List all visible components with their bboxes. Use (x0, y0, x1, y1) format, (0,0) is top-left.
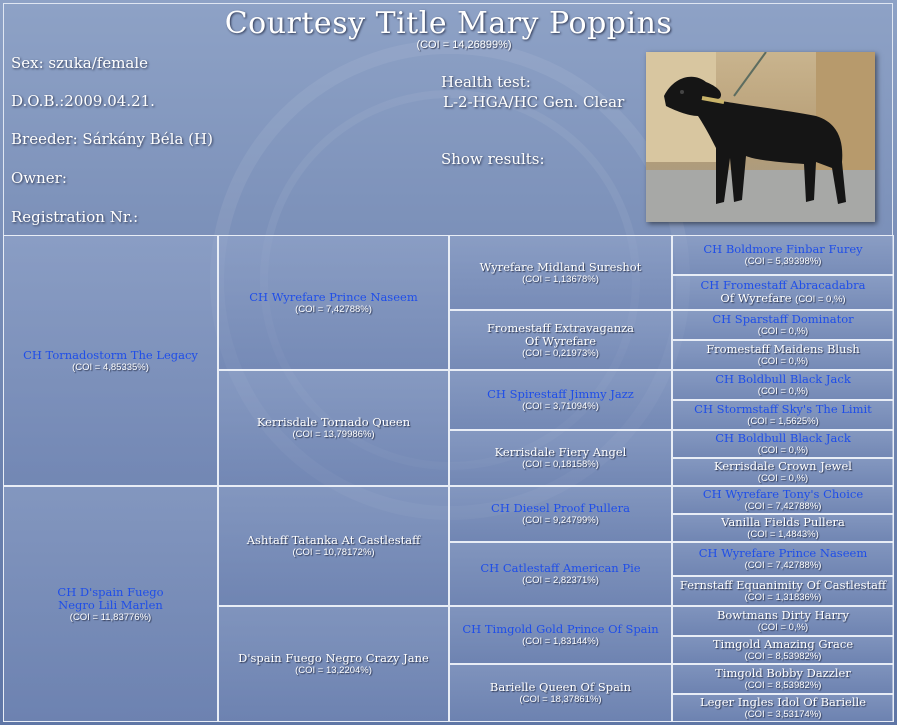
ancestor-coi: (COI = 0,18158%) (522, 459, 599, 470)
registration-field: Registration Nr.: (11, 208, 139, 226)
pedigree-gen4-cell (672, 664, 894, 694)
dog-coi: (COI = 14,26899%) (416, 39, 512, 51)
pedigree-gen4-cell (672, 458, 894, 486)
pedigree-gen1-cell (3, 235, 218, 486)
pedigree-gen3-cell (449, 310, 672, 370)
ancestor-link[interactable]: CH Boldmore Finbar Furey (703, 242, 863, 256)
ancestor-coi: (COI = 1,31836%) (744, 592, 822, 603)
ancestor-coi: (COI = 7,42788%) (295, 303, 372, 315)
ancestor-name: Vanilla Fields Pullera (721, 515, 845, 529)
page-title: Courtesy Title Mary Poppins (224, 6, 673, 41)
ancestor-coi: (COI = 1,83144%) (522, 636, 599, 647)
ancestor-name: Timgold Bobby Dazzler (715, 666, 851, 680)
ancestor-coi: (COI = 1,13678%) (522, 273, 599, 285)
ancestor-link[interactable]: CH Timgold Gold Prince Of Spain (462, 622, 659, 636)
ancestor-coi: (COI = 0,%) (757, 622, 809, 633)
ancestor-coi: (COI = 18,37861%) (519, 694, 602, 705)
ancestor-coi: (COI = 11,83776%) (69, 611, 152, 623)
ancestor-link[interactable]: CH Stormstaff Sky's The Limit (694, 402, 872, 416)
ancestor-link[interactable]: CH Wyrefare Prince Naseem (698, 546, 868, 560)
pedigree-gen3-cell (449, 606, 672, 664)
pedigree-gen2-cell (218, 486, 449, 606)
sex-field: Sex: szuka/female (11, 54, 149, 72)
pedigree-gen3-cell (449, 664, 672, 722)
pedigree-gen4-cell (672, 606, 894, 636)
ancestor-name: Bowtmans Dirty Harry (716, 608, 850, 622)
ancestor-coi: (COI = 1,4843%) (747, 529, 819, 540)
ancestor-name-cont (720, 292, 845, 306)
health-test-value: L-2-HGA/HC Gen. Clear (443, 93, 625, 111)
ancestor-name: Fromestaff Extravaganza Of Wyrefare (486, 320, 635, 348)
dob-field: D.O.B.:2009.04.21. (11, 92, 155, 110)
ancestor-link[interactable]: CH Sparstaff Dominator (712, 312, 854, 326)
ancestor-coi: (COI = 10,78172%) (292, 547, 375, 558)
pedigree-gen3-cell (449, 370, 672, 430)
pedigree-gen3-cell (449, 235, 672, 310)
ancestor-coi: (COI = 3,53174%) (744, 709, 822, 720)
pedigree-gen4-cell (672, 275, 894, 310)
ancestor-name: Kerrisdale Fiery Angel (494, 445, 627, 459)
pedigree-gen4-cell (672, 310, 894, 340)
pedigree-gen3-cell (449, 430, 672, 486)
pedigree-gen4-cell (672, 400, 894, 430)
dog-photo (646, 52, 875, 222)
ancestor-coi: (COI = 0,%) (757, 326, 809, 337)
ancestor-link[interactable]: CH Boldbull Black Jack (715, 431, 851, 445)
ancestor-name: Barielle Queen Of Spain (489, 680, 632, 694)
ancestor-link[interactable]: CH D'spain Fuego Negro Lili Marlen (57, 584, 164, 612)
ancestor-coi: (COI = 0,%) (757, 386, 809, 397)
health-test-label: Health test: (441, 73, 531, 91)
ancestor-link[interactable]: CH Boldbull Black Jack (715, 372, 851, 386)
pedigree-gen4-cell (672, 430, 894, 458)
ancestor-link[interactable]: CH Catlestaff American Pie (480, 561, 641, 575)
ancestor-coi: (COI = 0,%) (795, 294, 846, 305)
ancestor-coi: (COI = 9,24799%) (522, 515, 599, 526)
ancestor-name: Wyrefare Midland Sureshot (479, 259, 642, 274)
breeder-field: Breeder: Sárkány Béla (H) (11, 130, 213, 148)
ancestor-name: Kerrisdale Tornado Queen (256, 415, 411, 429)
pedigree-gen4-cell (672, 542, 894, 576)
pedigree-gen2-cell (218, 235, 449, 370)
ancestor-coi: (COI = 7,42788%) (744, 560, 822, 571)
ancestor-coi: (COI = 13,79986%) (292, 429, 375, 440)
pedigree-gen4-cell (672, 576, 894, 606)
show-results-label: Show results: (441, 150, 545, 168)
ancestor-coi: (COI = 4,85335%) (72, 361, 149, 373)
ancestor-coi: (COI = 0,%) (757, 356, 809, 367)
ancestor-link[interactable]: CH Diesel Proof Pullera (491, 501, 630, 515)
ancestor-name: Leger Ingles Idol Of Barielle (699, 695, 867, 709)
ancestor-link[interactable]: CH Wyrefare Prince Naseem (249, 289, 418, 304)
ancestor-coi: (COI = 13,2204%) (295, 665, 372, 676)
pedigree-gen4-cell (672, 694, 894, 722)
pedigree-gen3-cell (449, 542, 672, 606)
pedigree-gen2-cell (218, 606, 449, 722)
pedigree-gen3-cell (449, 486, 672, 542)
ancestor-name-suffix: Of Wyrefare (720, 291, 792, 305)
pedigree-gen2-cell (218, 370, 449, 486)
ancestor-name: Fernstaff Equanimity Of Castlestaff (679, 578, 887, 592)
ancestor-link[interactable]: CH Tornadostorm The Legacy (23, 347, 198, 362)
ancestor-name: Timgold Amazing Grace (712, 637, 854, 651)
ancestor-name: Fromestaff Maidens Blush (706, 342, 860, 356)
ancestor-name: Ashtaff Tatanka At Castlestaff (246, 533, 421, 547)
ancestor-name: Kerrisdale Crown Jewel (714, 459, 852, 473)
pedigree-gen4-cell (672, 514, 894, 542)
ancestor-coi: (COI = 0,%) (757, 473, 809, 484)
ancestor-coi: (COI = 0,21973%) (522, 347, 599, 359)
ancestor-name: D'spain Fuego Negro Crazy Jane (238, 651, 429, 665)
pedigree-gen1-cell (3, 486, 218, 722)
ancestor-coi: (COI = 1,5625%) (747, 416, 819, 427)
ancestor-link[interactable]: CH Fromestaff Abracadabra (700, 278, 866, 292)
ancestor-coi: (COI = 3,71094%) (522, 401, 599, 412)
ancestor-coi: (COI = 5,39398%) (744, 256, 822, 267)
ancestor-coi: (COI = 8,53982%) (744, 651, 822, 662)
ancestor-coi: (COI = 0,%) (757, 445, 809, 456)
pedigree-gen4-cell (672, 235, 894, 275)
ancestor-link[interactable]: CH Spirestaff Jimmy Jazz (487, 387, 634, 401)
ancestor-link[interactable]: CH Wyrefare Tony's Choice (702, 487, 864, 501)
pedigree-gen4-cell (672, 370, 894, 400)
pedigree-gen4-cell (672, 340, 894, 370)
pedigree-gen4-cell (672, 636, 894, 664)
ancestor-coi: (COI = 8,53982%) (744, 680, 822, 691)
pedigree-gen4-cell (672, 486, 894, 514)
owner-field: Owner: (11, 169, 67, 187)
ancestor-coi: (COI = 2,82371%) (522, 575, 599, 586)
ancestor-coi: (COI = 7,42788%) (744, 501, 822, 512)
